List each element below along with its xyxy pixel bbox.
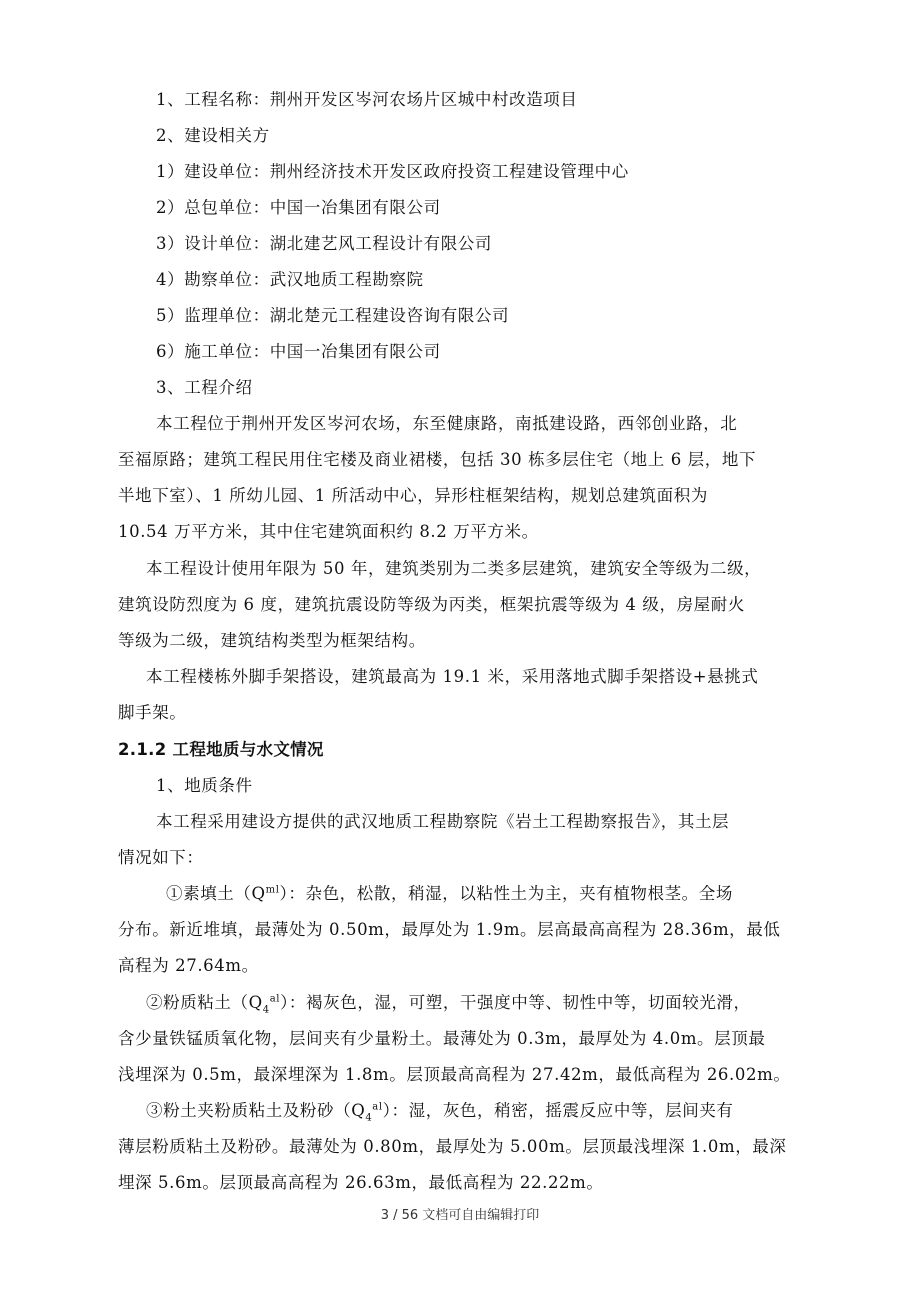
- general-contractor-line: 2）总包单位：中国一冶集团有限公司: [156, 198, 441, 217]
- layer3-subscript: 4: [365, 1112, 373, 1124]
- scaffold-line-2: 脚手架。: [118, 703, 187, 722]
- layer2-line-3: 浅埋深为 0.5m，最深埋深为 1.8m。层顶最高高程为 27.42m，最低高程为 26.02m。: [118, 1065, 791, 1084]
- section-heading: 2.1.2 工程地质与水文情况: [118, 740, 324, 759]
- layer3-line-3: 埋深 5.6m。层顶最高高程为 26.63m，最低高程为 22.22m。: [118, 1173, 604, 1192]
- intro-heading: 3、工程介绍: [156, 378, 253, 397]
- layer2-description: ）：褐灰色，湿，可塑，干强度中等、韧性中等，切面较光滑，: [280, 993, 751, 1012]
- geology-line-2: 情况如下：: [118, 848, 204, 867]
- owner-line: 1）建设单位：荆州经济技术开发区政府投资工程建设管理中心: [156, 162, 629, 181]
- project-name-line: 1、工程名称：荆州开发区岑河农场片区城中村改造项目: [156, 90, 578, 109]
- layer1-prefix: ①素填土（Q: [166, 884, 266, 903]
- constructor-line: 6）施工单位：中国一冶集团有限公司: [156, 342, 441, 361]
- layer2-superscript: al: [269, 993, 281, 1005]
- intro-line-3: 半地下室）、1 所幼儿园、1 所活动中心，异形柱框架结构，规划总建筑面积为: [118, 486, 708, 505]
- layer3-line-2: 薄层粉质粘土及粉砂。最薄处为 0.80m，最厚处为 5.00m。层顶最浅埋深 1.0m，最深: [118, 1137, 787, 1156]
- layer2-prefix: ②粉质粘土（Q: [146, 993, 263, 1012]
- intro-line-4: 10.54 万平方米，其中住宅建筑面积约 8.2 万平方米。: [118, 522, 539, 541]
- page-footer: 3 / 56 文档可自由编辑打印: [380, 1208, 540, 1223]
- geology-heading: 1、地质条件: [156, 776, 253, 795]
- supervisor-line: 5）监理单位：湖北楚元工程建设咨询有限公司: [156, 306, 510, 325]
- intro-line-2: 至福原路；建筑工程民用住宅楼及商业裙楼，包括 30 栋多层住宅（地上 6 层，地下: [118, 450, 757, 469]
- design-line-1: 本工程设计使用年限为 50 年，建筑类别为二类多层建筑，建筑安全等级为二级，: [146, 559, 762, 578]
- intro-line-1: 本工程位于荆州开发区岑河农场，东至健康路，南抵建设路，西邻创业路，北: [156, 414, 738, 433]
- layer3-prefix: ③粉土夹粉质粘土及粉砂（Q: [146, 1101, 366, 1120]
- layer2-line-1: [146, 992, 751, 1014]
- design-line-2: 建筑设防烈度为 6 度，建筑抗震设防等级为丙类，框架抗震等级为 4 级，房屋耐火: [118, 595, 745, 614]
- parties-heading: 2、建设相关方: [156, 126, 270, 145]
- layer3-description: ）：湿，灰色，稍密，摇震反应中等，层间夹有: [382, 1101, 734, 1120]
- layer1-line-3: 高程为 27.64m。: [118, 956, 259, 975]
- layer3-superscript: al: [372, 1101, 383, 1113]
- designer-line: 3）设计单位：湖北建艺风工程设计有限公司: [156, 234, 492, 253]
- design-line-3: 等级为二级，建筑结构类型为框架结构。: [118, 631, 426, 650]
- layer1-line-2: 分布。新近堆填，最薄处为 0.50m，最厚处为 1.9m。层高最高高程为 28.36m，最低: [118, 920, 781, 939]
- geology-line-1: 本工程采用建设方提供的武汉地质工程勘察院《岩土工程勘察报告》，其土层: [156, 812, 730, 831]
- layer3-line-1: [146, 1100, 734, 1122]
- layer2-subscript: 4: [262, 1004, 270, 1016]
- layer1-description: ）：杂色，松散，稍湿，以粘性土为主，夹有植物根茎。全场: [279, 884, 733, 903]
- surveyor-line: 4）勘察单位：武汉地质工程勘察院: [156, 270, 424, 289]
- layer2-line-2: 含少量铁锰质氧化物，层间夹有少量粉土。最薄处为 0.3m，最厚处为 4.0m。层顶最: [118, 1029, 766, 1048]
- layer1-superscript: ml: [265, 884, 280, 896]
- layer1-line-1: [166, 883, 733, 905]
- scaffold-line-1: 本工程楼栋外脚手架搭设，建筑最高为 19.1 米，采用落地式脚手架搭设+悬挑式: [146, 667, 759, 686]
